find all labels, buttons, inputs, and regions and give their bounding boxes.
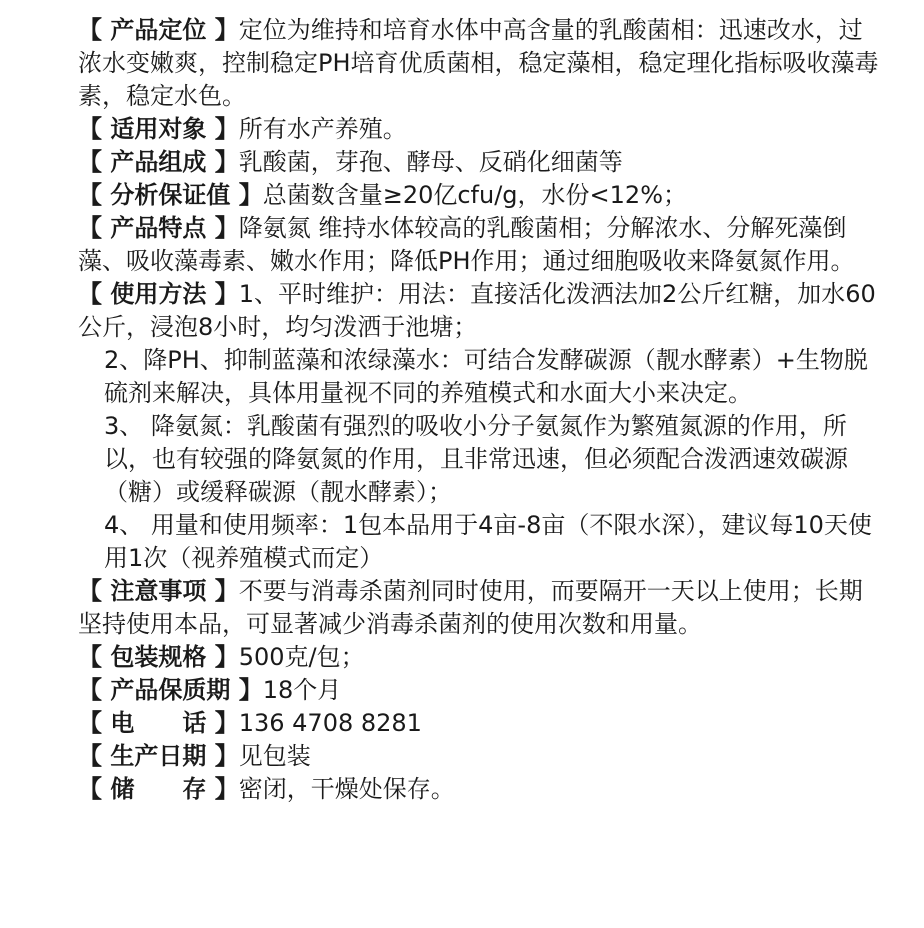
entry-text: 见包装 <box>238 742 311 770</box>
entry-storage <box>78 773 884 806</box>
entry-label: 【 产品组成 】 <box>78 148 239 176</box>
entry-label: 【 注意事项 】 <box>78 577 239 605</box>
entry-usage-method <box>78 278 884 575</box>
entry-text: 18个月 <box>262 676 342 704</box>
entry-composition <box>78 146 884 179</box>
entry-label: 【 分析保证值 】 <box>78 181 263 209</box>
entry-label: 【 适用对象 】 <box>78 115 239 143</box>
entry-production-date <box>78 740 884 773</box>
entry-package-spec <box>78 641 884 674</box>
entry-text: 500克/包； <box>238 643 365 671</box>
usage-step-2: 2、降PH、抑制蓝藻和浓绿藻水：可结合发酵碳源（靓水酵素）+生物脱硫剂来解决，具体用量视不同的养殖模式和水面大小来决定。 <box>104 346 868 407</box>
entry-text: 所有水产养殖。 <box>238 115 407 143</box>
usage-step-3: 3、 降氨氮：乳酸菌有强烈的吸收小分子氨氮作为繁殖氮源的作用，所以，也有较强的降氨氮的作用，且非常迅速，但必须配合泼洒速效碳源（糖）或缓释碳源（靓水酵素）； <box>104 412 848 506</box>
entry-text: 定位为维持和培育水体中高含量的乳酸菌相：迅速改水，过浓水变嫩爽，控制稳定PH培育优质菌相，稳定藻相，稳定理化指标吸收藻毒素，稳定水色。 <box>78 16 879 110</box>
entry-label: 【 产品保质期 】 <box>78 676 263 704</box>
entry-guaranteed-analysis <box>78 179 884 212</box>
entry-text: 总菌数含量≥20亿cfu/g，水份<12%； <box>262 181 687 209</box>
entry-label: 【 生产日期 】 <box>78 742 239 770</box>
entry-text: 密闭，干燥处保存。 <box>238 775 455 803</box>
entry-precautions <box>78 575 884 641</box>
entry-text: 降氨氮 维持水体较高的乳酸菌相；分解浓水、分解死藻倒藻、吸收藻毒素、嫩水作用；降低PH作用；通过细胞吸收来降氨氮作用。 <box>78 214 855 275</box>
usage-step-1: 1、平时维护：用法：直接活化泼洒法加2公斤红糖，加水60公斤，浸泡8小时，均匀泼洒于池塘； <box>78 280 876 341</box>
entry-applicable-objects <box>78 113 884 146</box>
usage-step-4: 4、 用量和使用频率：1包本品用于4亩-8亩（不限水深），建议每10天使用1次（视养殖模式而定） <box>104 511 872 572</box>
entry-phone <box>78 707 884 740</box>
entry-text: 乳酸菌，芽孢、酵母、反硝化细菌等 <box>238 148 623 176</box>
entry-shelf-life <box>78 674 884 707</box>
entry-label: 【 产品定位 】 <box>78 16 239 44</box>
entry-label: 【 使用方法 】 <box>78 280 239 308</box>
phone-number: 136 4708 8281 <box>238 709 422 737</box>
entry-text: 不要与消毒杀菌剂同时使用，而要隔开一天以上使用；长期坚持使用本品，可显著减少消毒杀菌剂的使用次数和用量。 <box>78 577 863 638</box>
entry-product-positioning <box>78 14 884 113</box>
entry-product-features <box>78 212 884 278</box>
entry-label: 【 产品特点 】 <box>78 214 239 242</box>
entry-label: 【 储 存 】 <box>78 775 239 803</box>
entry-label: 【 包装规格 】 <box>78 643 239 671</box>
entry-label: 【 电 话 】 <box>78 709 239 737</box>
